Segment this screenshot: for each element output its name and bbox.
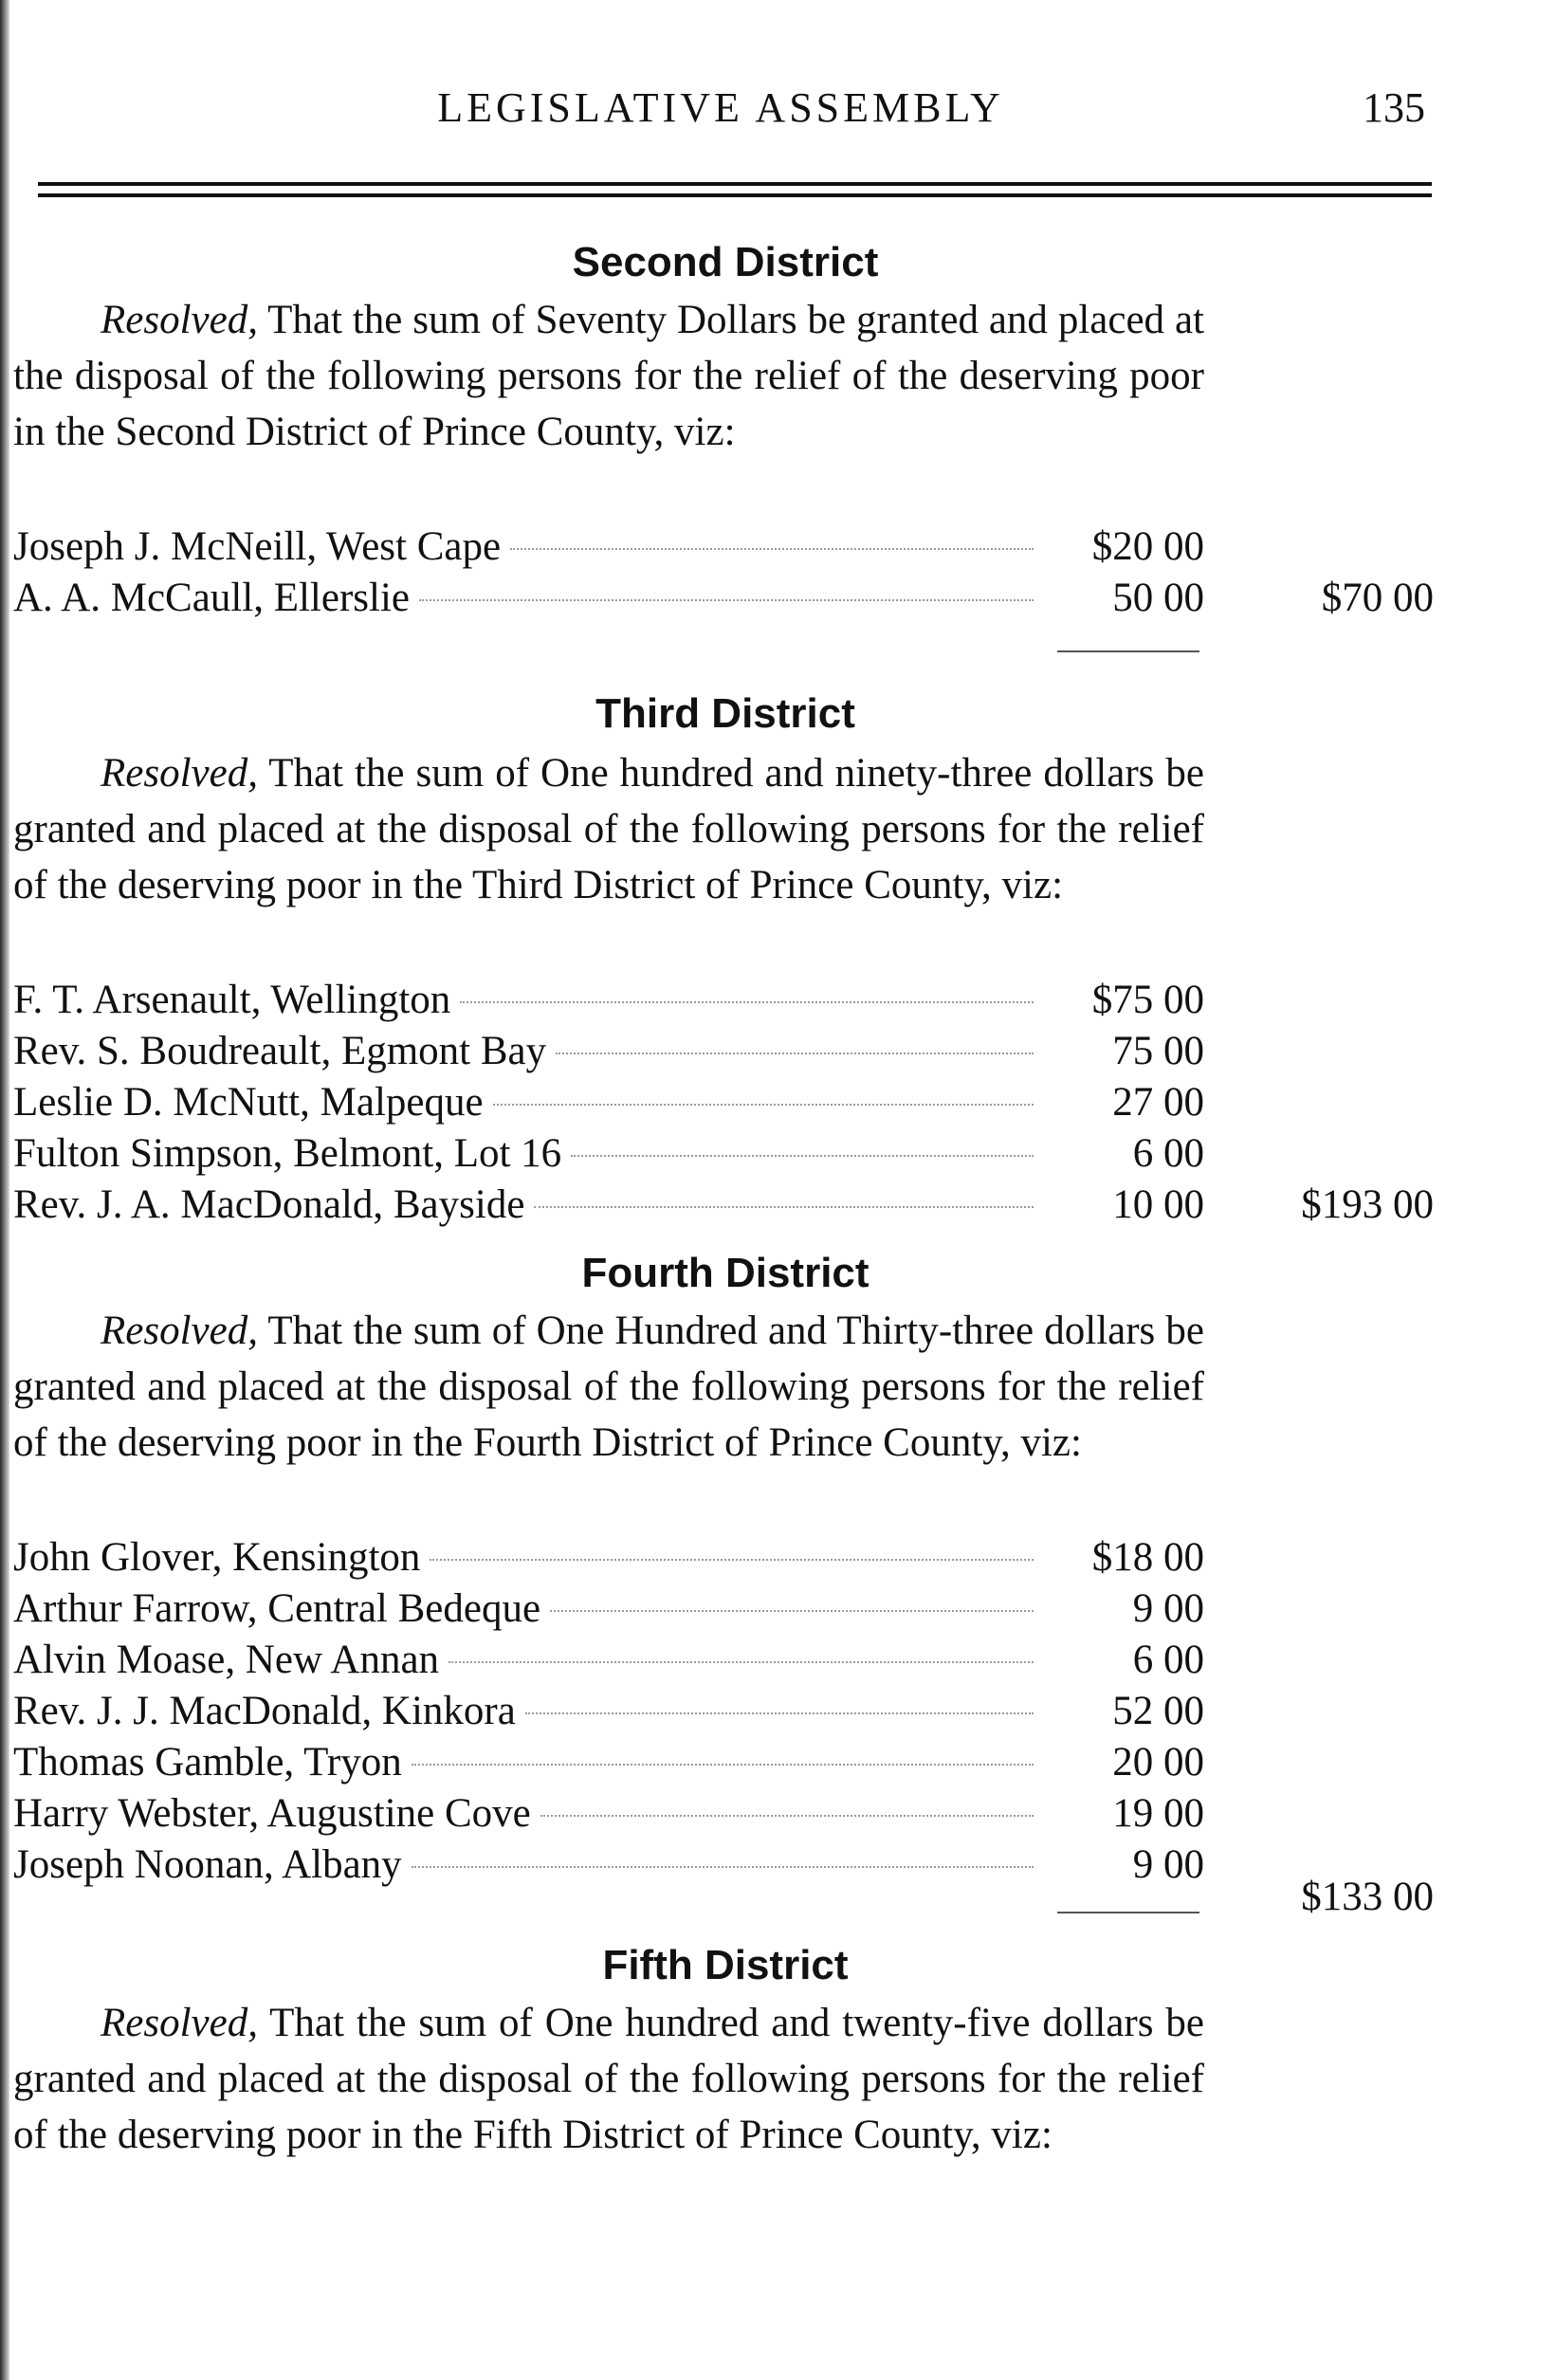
grant-amount: $20 00 bbox=[1091, 524, 1204, 569]
subtotal-rule bbox=[1057, 1912, 1199, 1913]
dot-leader bbox=[419, 599, 1034, 601]
resolution-paragraph bbox=[13, 1995, 1204, 2163]
dot-leader bbox=[571, 1155, 1034, 1157]
relief-entry bbox=[13, 1534, 1204, 1585]
recipient-name: Leslie D. McNutt, Malpeque bbox=[13, 1080, 484, 1125]
recipient-name: Fulton Simpson, Belmont, Lot 16 bbox=[13, 1131, 562, 1176]
dot-leader bbox=[540, 1815, 1034, 1817]
grant-amount: 52 00 bbox=[1112, 1689, 1204, 1733]
grant-amount: 6 00 bbox=[1132, 1638, 1204, 1682]
relief-entry bbox=[13, 1790, 1204, 1841]
grant-amount: 75 00 bbox=[1112, 1029, 1204, 1073]
relief-entry bbox=[13, 1079, 1204, 1130]
district-heading: Second District bbox=[572, 239, 879, 285]
relief-entry bbox=[13, 1130, 1204, 1181]
district-total: $193 00 bbox=[1301, 1182, 1434, 1227]
relief-entry bbox=[13, 1181, 1204, 1233]
relief-entry bbox=[13, 1841, 1204, 1893]
resolution-text: That the sum of Seventy Dollars be granted and placed at the disposal of the following persons for the relief of the deserving poor in the Second District of Prince County, viz: bbox=[13, 298, 1204, 454]
subtotal-rule bbox=[1057, 650, 1199, 652]
grant-amount: $75 00 bbox=[1091, 978, 1204, 1022]
relief-entry bbox=[13, 575, 1204, 626]
resolved-word: Resolved, bbox=[101, 2001, 258, 2045]
district-heading: Fourth District bbox=[581, 1250, 870, 1296]
resolved-word: Resolved, bbox=[101, 298, 258, 342]
dot-leader bbox=[430, 1559, 1034, 1561]
relief-list bbox=[13, 1534, 1204, 1893]
resolution-text: That the sum of One hundred and twenty-five dollars be granted and placed at the disposal of the following persons for the relief of the deserving poor in the Fifth District of Prince County, viz: bbox=[13, 2001, 1204, 2157]
resolution-paragraph bbox=[13, 1303, 1204, 1471]
district-heading: Third District bbox=[595, 690, 855, 737]
dot-leader bbox=[412, 1866, 1034, 1868]
page-binding-edge bbox=[0, 0, 9, 2380]
grant-amount: 20 00 bbox=[1112, 1740, 1204, 1785]
grant-amount: 10 00 bbox=[1112, 1182, 1204, 1227]
page-number: 135 bbox=[1363, 84, 1425, 131]
district-total: $133 00 bbox=[1301, 1875, 1434, 1919]
header-double-rule bbox=[38, 182, 1432, 197]
dot-leader bbox=[550, 1610, 1034, 1612]
relief-list bbox=[13, 977, 1204, 1233]
recipient-name: Joseph Noonan, Albany bbox=[13, 1842, 402, 1887]
grant-amount: 50 00 bbox=[1112, 576, 1204, 620]
recipient-name: Alvin Moase, New Annan bbox=[13, 1638, 440, 1682]
relief-entry bbox=[13, 977, 1204, 1028]
dot-leader bbox=[448, 1661, 1034, 1663]
resolution-paragraph bbox=[13, 745, 1204, 913]
recipient-name: Rev. J. A. MacDonald, Bayside bbox=[13, 1182, 525, 1227]
recipient-name: Rev. J. J. MacDonald, Kinkora bbox=[13, 1689, 516, 1733]
grant-amount: 6 00 bbox=[1132, 1131, 1204, 1176]
recipient-name: John Glover, Kensington bbox=[13, 1535, 421, 1580]
relief-entry bbox=[13, 1585, 1204, 1637]
relief-entry bbox=[13, 523, 1204, 575]
district-total: $70 00 bbox=[1321, 576, 1434, 620]
grant-amount: 9 00 bbox=[1132, 1842, 1204, 1887]
recipient-name: Thomas Gamble, Tryon bbox=[13, 1740, 402, 1785]
grant-amount: 19 00 bbox=[1112, 1791, 1204, 1836]
dot-leader bbox=[525, 1712, 1034, 1714]
dot-leader bbox=[510, 548, 1034, 550]
dot-leader bbox=[556, 1053, 1034, 1054]
dot-leader bbox=[460, 1001, 1034, 1003]
relief-entry bbox=[13, 1688, 1204, 1739]
relief-entry bbox=[13, 1028, 1204, 1079]
relief-entry bbox=[13, 1739, 1204, 1790]
resolution-text: That the sum of One hundred and ninety-three dollars be granted and placed at the disposal of the following persons for the relief of the deserving poor in the Third District of Prince County, viz: bbox=[13, 751, 1204, 907]
dot-leader bbox=[412, 1764, 1034, 1766]
resolution-paragraph bbox=[13, 292, 1204, 460]
resolution-text: That the sum of One Hundred and Thirty-three dollars be granted and placed at the disposal of the following persons for the relief of the deserving poor in the Fourth District of Prince County, viz: bbox=[13, 1309, 1204, 1465]
recipient-name: A. A. McCaull, Ellerslie bbox=[13, 576, 410, 620]
recipient-name: Rev. S. Boudreault, Egmont Bay bbox=[13, 1029, 547, 1073]
dot-leader bbox=[534, 1206, 1034, 1208]
recipient-name: F. T. Arsenault, Wellington bbox=[13, 978, 451, 1022]
recipient-name: Harry Webster, Augustine Cove bbox=[13, 1791, 531, 1836]
relief-entry bbox=[13, 1637, 1204, 1688]
recipient-name: Arthur Farrow, Central Bedeque bbox=[13, 1586, 541, 1631]
grant-amount: 27 00 bbox=[1112, 1080, 1204, 1125]
grant-amount: 9 00 bbox=[1132, 1586, 1204, 1631]
running-title: LEGISLATIVE ASSEMBLY bbox=[437, 84, 1004, 131]
grant-amount: $18 00 bbox=[1091, 1535, 1204, 1580]
resolved-word: Resolved, bbox=[101, 751, 258, 796]
resolved-word: Resolved, bbox=[101, 1309, 258, 1353]
district-heading: Fifth District bbox=[602, 1942, 849, 1988]
recipient-name: Joseph J. McNeill, West Cape bbox=[13, 524, 502, 569]
relief-list bbox=[13, 523, 1204, 626]
running-header bbox=[0, 83, 1556, 140]
dot-leader bbox=[493, 1104, 1034, 1106]
